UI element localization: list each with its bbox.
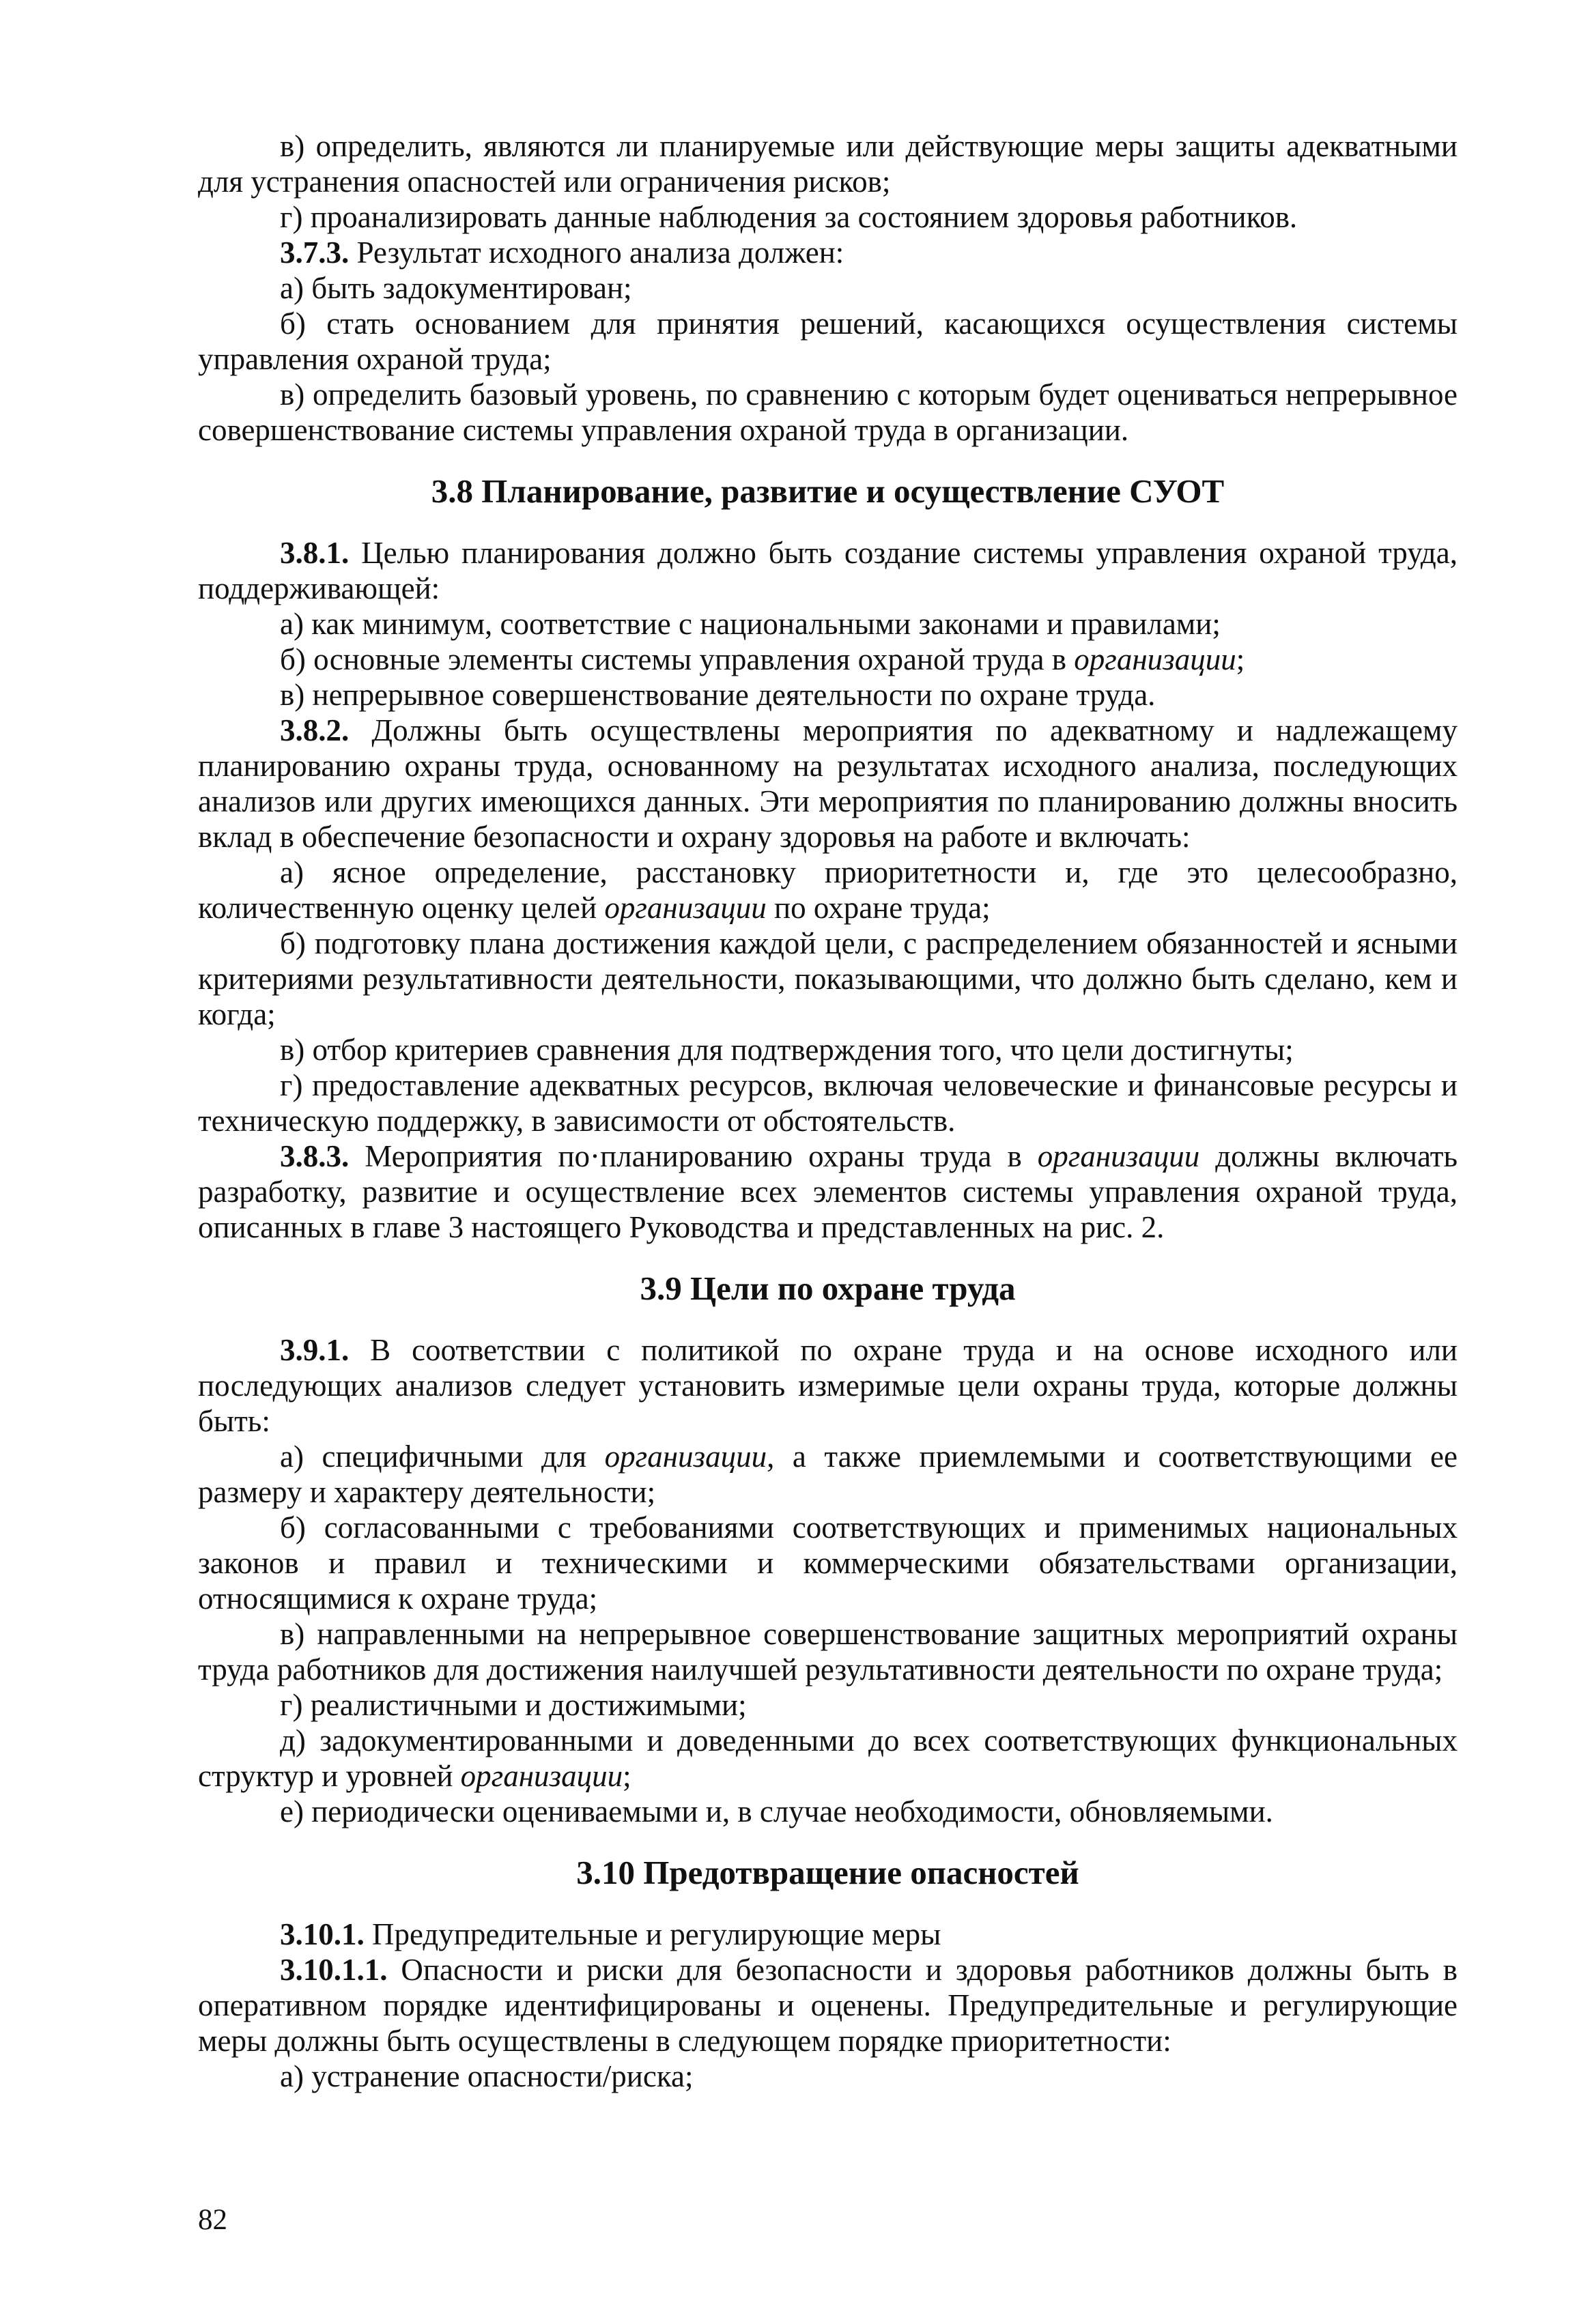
emphasis-term: организации <box>1037 1139 1200 1173</box>
clause-number: 3.8.2. <box>280 713 350 747</box>
clause-number: 3.7.3. <box>280 235 350 270</box>
paragraph <box>198 128 1458 199</box>
paragraph-text: г) проанализировать данные наблюдения за состоянием здоровья работников. <box>280 200 1298 234</box>
paragraph-text-continued: , а также приемлемыми и соответствующими ее размеру и характеру деятельности; <box>198 1439 1458 1509</box>
clause-number: 3.10.1. <box>280 1917 365 1951</box>
paragraph-text: а) специфичными для <box>280 1439 605 1474</box>
paragraph <box>198 1032 1458 1067</box>
section-heading <box>198 1852 1458 1893</box>
paragraph-text: б) стать основанием для принятия решений, касающихся осуществления системы управления охраной труда; <box>198 306 1458 376</box>
paragraph <box>198 1510 1458 1616</box>
paragraph-text: Мероприятия по·планированию охраны труда в <box>365 1139 1038 1173</box>
document-body <box>198 128 1458 2094</box>
emphasis-term: организации <box>1074 642 1236 676</box>
paragraph <box>198 199 1458 235</box>
paragraph <box>198 1332 1458 1439</box>
paragraph-text: в) направленными на непрерывное совершенствование защитных мероприятий охраны труда работников для достижения наилучшей результативности деятельности по охране труда; <box>198 1617 1458 1687</box>
paragraph-text: В соответствии с политикой по охране труда и на основе исходного или последующих анализов следует установить измеримые цели охраны труда, которые должны быть: <box>198 1333 1458 1438</box>
paragraph-text: д) задокументированными и доведенными до всех соответствующих функциональных структур и уровней <box>198 1723 1458 1793</box>
paragraph <box>198 642 1458 677</box>
paragraph-text: е) периодически оцениваемыми и, в случае необходимости, обновляемыми. <box>280 1794 1273 1828</box>
paragraph <box>198 306 1458 377</box>
clause-number: 3.8.1. <box>280 536 350 570</box>
paragraph <box>198 235 1458 270</box>
paragraph <box>198 1723 1458 1794</box>
paragraph-text: Предупредительные и регулирующие меры <box>372 1917 941 1951</box>
section-heading <box>198 1268 1458 1309</box>
paragraph-text: в) определить базовый уровень, по сравнению с которым будет оцениваться непрерывное совершенствование системы управления охраной труда в организации. <box>198 377 1458 447</box>
paragraph <box>198 677 1458 713</box>
page-number: 82 <box>198 2204 227 2236</box>
paragraph-text: б) подготовку плана достижения каждой цели, с распределением обязанностей и ясными критериями результативности деятельности, показывающими, что должно быть сделано, кем и когда; <box>198 926 1458 1031</box>
clause-number: 3.10.1.1. <box>280 1953 388 1987</box>
clause-number: 3.9.1. <box>280 1333 350 1367</box>
paragraph-text-continued: ; <box>1236 642 1245 676</box>
paragraph <box>198 1138 1458 1245</box>
paragraph-text: Должны быть осуществлены мероприятия по адекватному и надлежащему планированию охраны труда, основанному на результатах исходного анализа, последующих анализов или других имеющихся данных. Эти мероприятия по планированию должны вносить вклад в обеспечение безопасности и охрану здоровья на работе и включать: <box>198 713 1458 854</box>
paragraph-text: в) непрерывное совершенствование деятельности по охране труда. <box>280 678 1156 712</box>
heading-text: 3.8 Планирование, развитие и осуществление СУОТ <box>431 472 1225 510</box>
paragraph-text: б) согласованными с требованиями соответствующих и применимых национальных законов и правил и техническими и коммерческими обязательствами организации, относящимися к охране труда; <box>198 1510 1458 1616</box>
paragraph-text: в) отбор критериев сравнения для подтверждения того, что цели достигнуты; <box>280 1033 1294 1067</box>
paragraph <box>198 1952 1458 2058</box>
paragraph <box>198 2058 1458 2094</box>
paragraph <box>198 1794 1458 1829</box>
paragraph <box>198 1616 1458 1687</box>
paragraph <box>198 855 1458 926</box>
paragraph <box>198 1067 1458 1138</box>
paragraph-text: а) устранение опасности/риска; <box>280 2059 694 2093</box>
paragraph-text: Целью планирования должно быть создание системы управления охраной труда, поддерживающей: <box>198 536 1458 605</box>
paragraph-text: г) реалистичными и достижимыми; <box>280 1688 747 1722</box>
emphasis-term: организации <box>460 1759 623 1793</box>
emphasis-term: организации <box>604 1439 767 1474</box>
paragraph-text: Опасности и риски для безопасности и здоровья работников должны быть в оперативном порядке идентифицированы и оценены. Предупредительные и регулирующие меры должны быть осуществлены в следующем порядке приоритетности: <box>198 1953 1458 2058</box>
paragraph-text: а) ясное определение, расстановку приоритетности и, где это целесообразно, количественную оценку целей <box>198 855 1458 925</box>
paragraph-text-continued: ; <box>623 1759 631 1793</box>
clause-number: 3.8.3. <box>280 1139 350 1173</box>
paragraph <box>198 713 1458 855</box>
paragraph-text-continued: должны включать разработку, развитие и осуществление всех элементов системы управления охраной труда, описанных в главе 3 настоящего Руководства и представленных на рис. 2. <box>198 1139 1458 1244</box>
paragraph <box>198 270 1458 306</box>
paragraph-text-continued: по охране труда; <box>766 891 991 925</box>
paragraph-text: б) основные элементы системы управления охраной труда в <box>280 642 1075 676</box>
paragraph <box>198 926 1458 1032</box>
paragraph <box>198 1917 1458 1952</box>
emphasis-term: организации <box>604 891 767 925</box>
paragraph <box>198 1439 1458 1510</box>
heading-text: 3.9 Цели по охране труда <box>640 1269 1016 1307</box>
paragraph-text: а) быть задокументирован; <box>280 271 632 305</box>
paragraph-text: а) как минимум, соответствие с национальными законами и правилами; <box>280 607 1221 641</box>
paragraph <box>198 606 1458 642</box>
paragraph <box>198 1687 1458 1723</box>
paragraph <box>198 377 1458 448</box>
section-heading <box>198 471 1458 512</box>
heading-text: 3.10 Предотвращение опасностей <box>576 1854 1079 1891</box>
paragraph <box>198 535 1458 606</box>
paragraph-text: в) определить, являются ли планируемые или действующие меры защиты адекватными для устранения опасностей или ограничения рисков; <box>198 129 1458 199</box>
paragraph-text: г) предоставление адекватных ресурсов, включая человеческие и финансовые ресурсы и техническую поддержку, в зависимости от обстоятельств. <box>198 1068 1458 1138</box>
paragraph-text: Результат исходного анализа должен: <box>356 235 844 270</box>
